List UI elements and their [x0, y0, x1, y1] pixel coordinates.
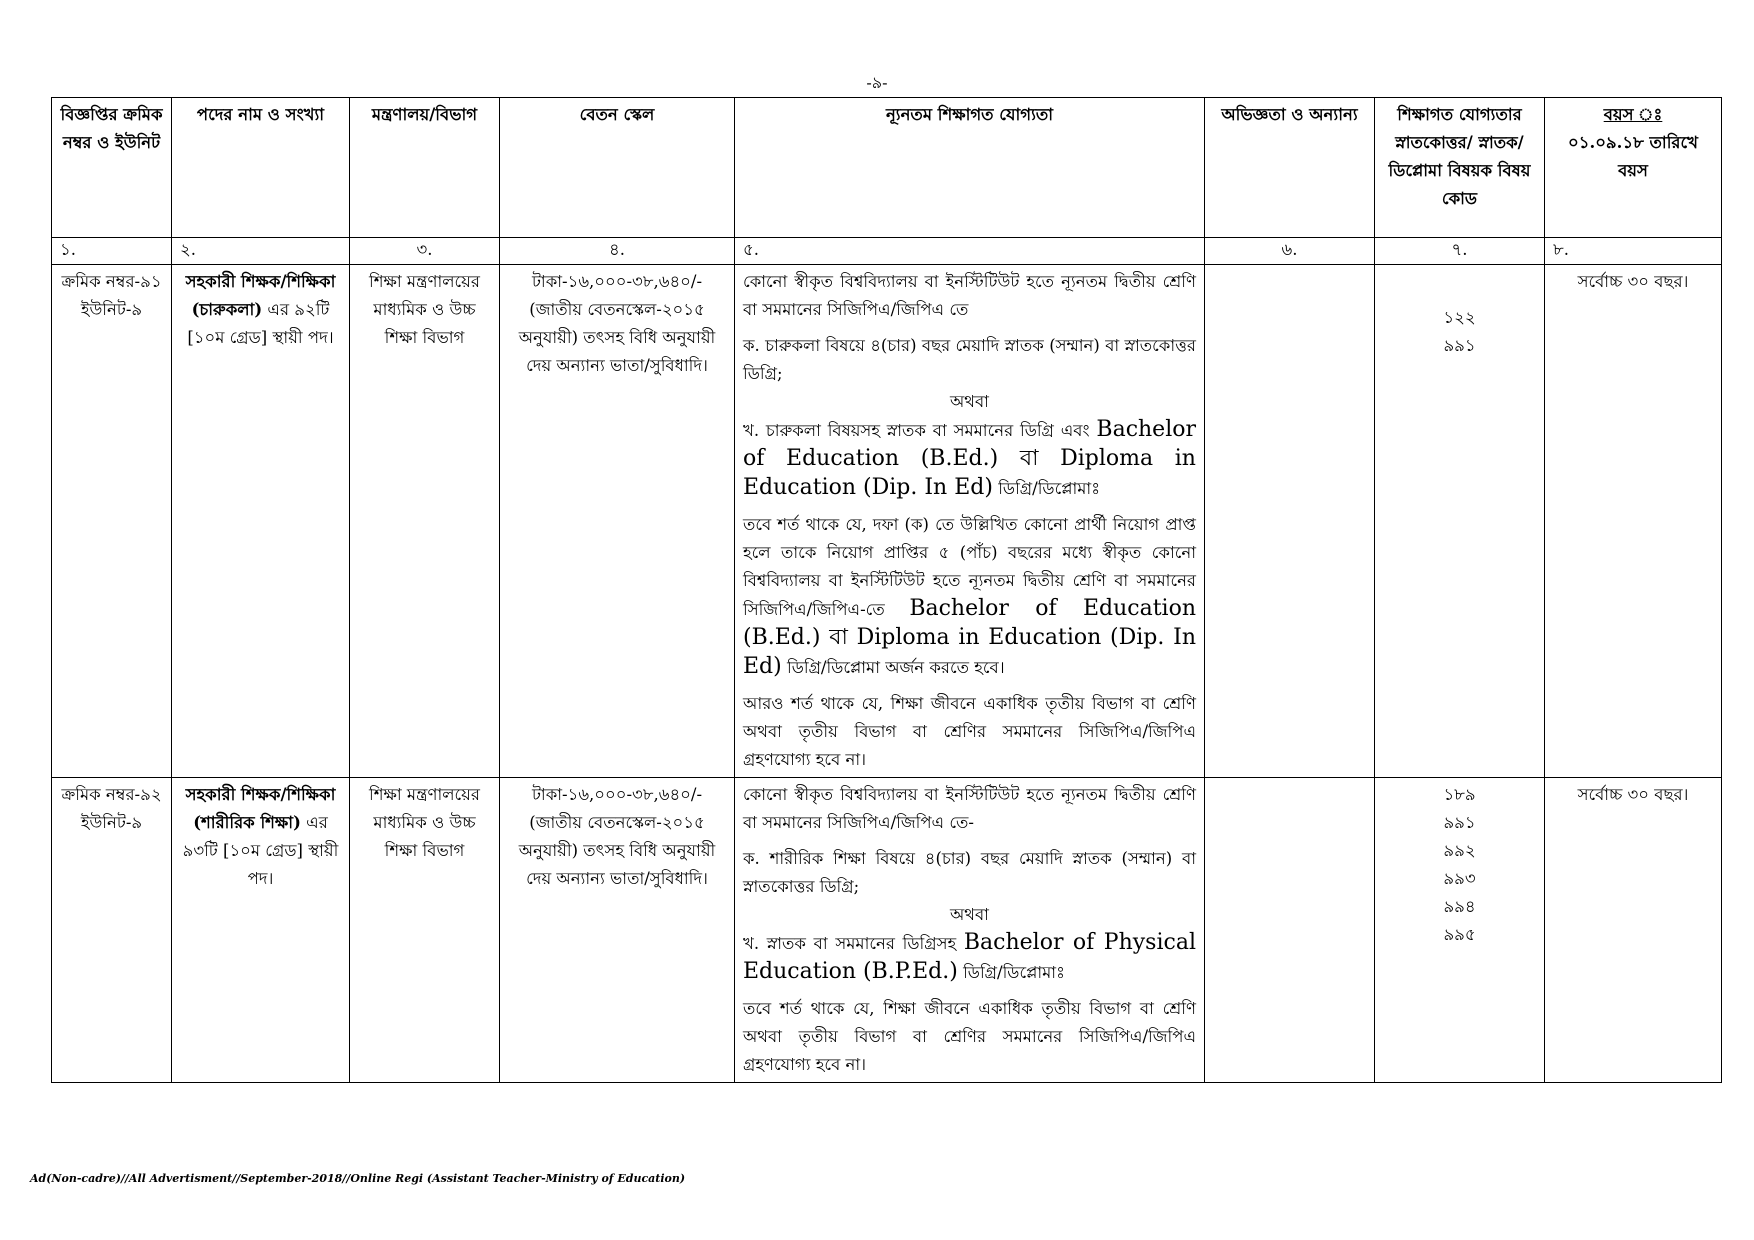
header-experience: অভিজ্ঞতা ও অন্যান্য [1205, 98, 1375, 238]
subject-code: ১২২ [1443, 308, 1476, 327]
header-serial: বিজ্ঞপ্তির ক্রমিক নম্বর ও ইউনিট [52, 98, 172, 238]
col-num: ৭. [1375, 238, 1545, 265]
col-num: ৩. [350, 238, 500, 265]
kha-end: ডিগ্রি/ডিপ্লোমাঃ [957, 963, 1065, 982]
age-limit: সর্বোচ্চ ৩০ বছর। [1545, 265, 1722, 778]
subject-code: ৯৯২ [1443, 841, 1476, 860]
col-num: ৮. [1545, 238, 1722, 265]
header-age-date: ০১.০৯.১৮ তারিখে বয়স [1568, 133, 1698, 180]
cond-or: বা [820, 625, 857, 650]
ministry: শিক্ষা মন্ত্রণালয়ের মাধ্যমিক ও উচ্চ শিক্ষা বিভাগ [350, 778, 500, 1083]
subject-codes [1375, 778, 1545, 1083]
header-row [52, 98, 1722, 238]
post-name [172, 265, 350, 778]
qualification-ka: ক. শারীরিক শিক্ষা বিষয়ে ৪(চার) বছর মেয়াদি স্নাতক (সম্মান) বা স্নাতকোত্তর ডিগ্রি; [743, 849, 1196, 896]
header-age [1545, 98, 1722, 238]
footer-note: Ad(Non-cadre)//All Advertisment//September-2018//Online Regi (Assistant Teacher-Ministry of Education) [30, 1172, 686, 1185]
cond-degree-2: Diploma in Education (Dip. In Ed) [743, 625, 1196, 679]
kha-degree-2: Diploma in Education (Dip. In Ed) [743, 446, 1196, 500]
header-subject-code: শিক্ষাগত যোগ্যতার স্নাতকোত্তর/ স্নাতক/ ডিপ্লোমা বিষয়ক বিষয় কোড [1375, 98, 1545, 238]
qualification-kha [743, 929, 1196, 987]
kha-or: বা [998, 446, 1061, 471]
col-num: ৬. [1205, 238, 1375, 265]
subject-codes [1375, 265, 1545, 778]
kha-degree-1: Bachelor of Physical Education (B.P.Ed.) [743, 930, 1196, 984]
qualification-intro: কোনো স্বীকৃত বিশ্ববিদ্যালয় বা ইনস্টিটিউট হতে ন্যূনতম দ্বিতীয় শ্রেণি বা সমমানের সিজিপিএ/জিপিএ তে [743, 272, 1196, 319]
qualification-or: অথবা [950, 905, 989, 924]
table-row [52, 265, 1722, 778]
subject-code: ১৮৯ [1443, 785, 1476, 804]
table-row [52, 778, 1722, 1083]
qualification-intro: কোনো স্বীকৃত বিশ্ববিদ্যালয় বা ইনস্টিটিউট হতে ন্যূনতম দ্বিতীয় শ্রেণি বা সমমানের সিজিপিএ/জিপিএ তে- [743, 785, 1196, 832]
header-ministry: মন্ত্রণালয়/বিভাগ [350, 98, 500, 238]
header-pay-scale: বেতন স্কেল [500, 98, 735, 238]
post-name [172, 778, 350, 1083]
ministry: শিক্ষা মন্ত্রণালয়ের মাধ্যমিক ও উচ্চ শিক্ষা বিভাগ [350, 265, 500, 778]
col-num: ৪. [500, 238, 735, 265]
serial-unit: ক্রমিক নম্বর-৯২ ইউনিট-৯ [52, 778, 172, 1083]
pay-scale: টাকা-১৬,০০০-৩৮,৬৪০/- (জাতীয় বেতনস্কেল-২০১৫ অনুযায়ী) তৎসহ বিধি অনুযায়ী দেয় অন্যান্য ভাতা/সুবিধাদি। [500, 778, 735, 1083]
kha-degree-1: Bachelor of Education (B.Ed.) [743, 417, 1196, 471]
age-limit: সর্বোচ্চ ৩০ বছর। [1545, 778, 1722, 1083]
post-count: এর ৯২টি [১০ম গ্রেড] স্থায়ী পদ। [187, 300, 334, 347]
qualification-condition-1 [743, 511, 1196, 682]
cond-text: তবে শর্ত থাকে যে, দফা (ক) তে উল্লিখিত কোনো প্রার্থী নিয়োগ প্রাপ্ত হলে তাকে নিয়োগ প্রাপ্তির ৫ (পাঁচ) বছরের মধ্যে স্বীকৃত কোনো বিশ্ববিদ্যালয় বা ইনস্টিটিউট হতে ন্যূনতম দ্বিতীয় শ্রেণি বা সমমানের সিজিপিএ/জিপিএ-তে [743, 515, 1196, 619]
qualification [735, 778, 1205, 1083]
subject-code: ৯৯১ [1443, 336, 1476, 355]
post-title: সহকারী শিক্ষক/শিক্ষিকা (শারীরিক শিক্ষা) [185, 785, 336, 832]
recruitment-table [51, 97, 1722, 1083]
serial-unit: ক্রমিক নম্বর-৯১ ইউনিট-৯ [52, 265, 172, 778]
col-num: ১. [52, 238, 172, 265]
subject-code: ৯৯৪ [1443, 897, 1476, 916]
cond-degree-1: Bachelor of Education (B.Ed.) [743, 596, 1196, 650]
post-count: এর ৯৩টি [১০ম গ্রেড] স্থায়ী পদ। [182, 813, 339, 888]
qualification-condition-2: তবে শর্ত থাকে যে, শিক্ষা জীবনে একাধিক তৃতীয় বিভাগ বা শ্রেণি অথবা তৃতীয় বিভাগ বা শ্রেণির সমমানের সিজিপিএ/জিপিএ গ্রহণযোগ্য হবে না। [743, 999, 1196, 1074]
subject-code: ৯৯৫ [1443, 925, 1476, 944]
qualification-ka: ক. চারুকলা বিষয়ে ৪(চার) বছর মেয়াদি স্নাতক (সম্মান) বা স্নাতকোত্তর ডিগ্রি; [743, 336, 1196, 383]
pay-scale: টাকা-১৬,০০০-৩৮,৬৪০/- (জাতীয় বেতনস্কেল-২০১৫ অনুযায়ী) তৎসহ বিধি অনুযায়ী দেয় অন্যান্য ভাতা/সুবিধাদি। [500, 265, 735, 778]
cond-end: ডিগ্রি/ডিপ্লোমা অর্জন করতে হবে। [781, 658, 1005, 677]
qualification-condition-2: আরও শর্ত থাকে যে, শিক্ষা জীবনে একাধিক তৃতীয় বিভাগ বা শ্রেণি অথবা তৃতীয় বিভাগ বা শ্রেণির সমমানের সিজিপিএ/জিপিএ গ্রহণযোগ্য হবে না। [743, 694, 1196, 769]
col-num: ৫. [735, 238, 1205, 265]
experience [1205, 778, 1375, 1083]
header-qualification: ন্যূনতম শিক্ষাগত যোগ্যতা [735, 98, 1205, 238]
column-number-row [52, 238, 1722, 265]
qualification-or: অথবা [950, 392, 989, 411]
page-number: -৯- [866, 73, 888, 92]
subject-code: ৯৯১ [1443, 813, 1476, 832]
experience [1205, 265, 1375, 778]
col-num: ২. [172, 238, 350, 265]
subject-code: ৯৯৩ [1443, 869, 1476, 888]
header-age-title: বয়স ঃ [1603, 105, 1663, 124]
qualification-kha [743, 416, 1196, 503]
kha-text: খ. চারুকলা বিষয়সহ স্নাতক বা সমমানের ডিগ্রি এবং [743, 421, 1097, 440]
post-title: সহকারী শিক্ষক/শিক্ষিকা (চারুকলা) [185, 272, 336, 319]
header-post: পদের নাম ও সংখ্যা [172, 98, 350, 238]
kha-text: খ. স্নাতক বা সমমানের ডিগ্রিসহ [743, 934, 964, 953]
qualification [735, 265, 1205, 778]
kha-end: ডিগ্রি/ডিপ্লোমাঃ [992, 479, 1100, 498]
